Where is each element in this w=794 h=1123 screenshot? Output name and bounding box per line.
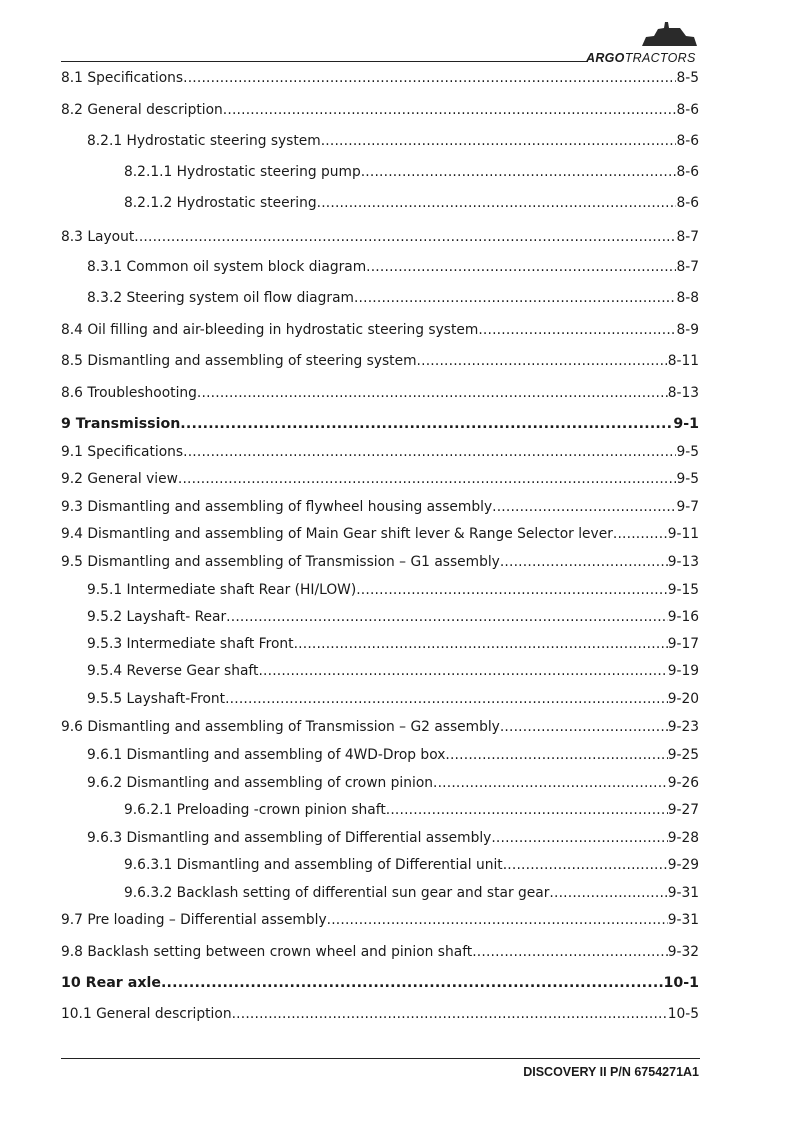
toc-entry-title: 8.2.1.1 Hydrostatic steering pump [124, 164, 361, 180]
toc-dot-leader [366, 257, 676, 277]
toc-entry-title: 8.5 Dismantling and assembling of steering system [61, 353, 417, 369]
toc-entry-page: 9-15 [667, 582, 699, 598]
toc-entry-page: 10-5 [667, 1006, 699, 1022]
toc-entry-title: 9.4 Dismantling and assembling of Main Gear shift lever & Range Selector lever [61, 526, 613, 542]
tractor-icon [640, 20, 700, 48]
toc-dot-leader [433, 773, 668, 793]
toc-entry[interactable] [0, 469, 794, 491]
toc-entry-page: 9-32 [667, 944, 699, 960]
toc-dot-leader [491, 828, 667, 848]
toc-entry-page: 9-7 [676, 499, 699, 515]
toc-entry-page: 9-29 [667, 857, 699, 873]
toc-dot-leader [223, 100, 677, 120]
toc-entry[interactable] [0, 910, 794, 932]
toc-entry-title: 9.5.3 Intermediate shaft Front [87, 636, 294, 652]
toc-entry[interactable] [0, 131, 794, 153]
toc-dot-leader [294, 634, 668, 654]
toc-entry-title: 9.6.2 Dismantling and assembling of crown pinion [87, 775, 433, 791]
toc-entry-page: 9-20 [667, 691, 699, 707]
brand-name [586, 51, 696, 65]
toc-entry[interactable] [0, 717, 794, 739]
toc-entry-title: 9.3 Dismantling and assembling of flywheel housing assembly [61, 499, 493, 515]
toc-entry-title: 8.3 Layout [61, 229, 135, 245]
toc-entry-title: 9.6.3.2 Backlash setting of differential sun gear and star gear [124, 885, 550, 901]
toc-entry[interactable] [0, 442, 794, 464]
toc-entry-title: 9.6.3.1 Dismantling and assembling of Differential unit [124, 857, 503, 873]
brand-logo [584, 20, 704, 66]
toc-entry[interactable] [0, 1004, 794, 1026]
toc-entry-page: 8-11 [667, 353, 699, 369]
toc-entry-page: 10-1 [663, 975, 699, 991]
toc-entry-page: 9-11 [667, 526, 699, 542]
toc-dot-leader [180, 414, 673, 434]
toc-entry-title: 8.4 Oil filling and air-bleeding in hydrostatic steering system [61, 322, 479, 338]
toc-entry-page: 9-28 [667, 830, 699, 846]
toc-entry-title: 9.6.1 Dismantling and assembling of 4WD-Drop box [87, 747, 446, 763]
toc-entry-title: 8.1 Specifications [61, 70, 184, 86]
toc-entry-title: 9 Transmission [61, 416, 181, 432]
toc-entry-page: 8-7 [676, 229, 699, 245]
toc-entry-page: 9-1 [673, 416, 699, 432]
toc-entry[interactable] [0, 580, 794, 602]
toc-entry[interactable] [0, 883, 794, 905]
toc-dot-leader [134, 227, 676, 247]
toc-entry-title: 9.5.2 Layshaft- Rear [87, 609, 227, 625]
toc-dot-leader [161, 973, 664, 993]
toc-entry[interactable] [0, 162, 794, 184]
toc-dot-leader [361, 162, 677, 182]
toc-entry[interactable] [0, 351, 794, 373]
toc-entry-page: 9-31 [667, 885, 699, 901]
toc-entry[interactable] [0, 227, 794, 249]
toc-dot-leader [356, 580, 667, 600]
toc-entry[interactable] [0, 100, 794, 122]
toc-entry[interactable] [0, 383, 794, 405]
toc-entry[interactable] [0, 552, 794, 574]
toc-entry-title: 8.2.1.2 Hydrostatic steering [124, 195, 317, 211]
toc-entry[interactable] [0, 68, 794, 90]
toc-entry-title: 8.3.2 Steering system oil flow diagram [87, 290, 354, 306]
toc-entry-page: 8-5 [676, 70, 699, 86]
toc-entry[interactable] [0, 524, 794, 546]
toc-entry-page: 8-6 [676, 133, 699, 149]
toc-dot-leader [549, 883, 667, 903]
toc-entry[interactable] [0, 689, 794, 711]
toc-entry-title: 9.6 Dismantling and assembling of Transmission – G2 assembly [61, 719, 500, 735]
toc-entry-title: 9.2 General view [61, 471, 178, 487]
header-rule [61, 61, 588, 62]
toc-dot-leader [354, 288, 676, 308]
toc-entry[interactable] [0, 855, 794, 877]
toc-entry-title: 9.8 Backlash setting between crown wheel and pinion shaft [61, 944, 473, 960]
toc-dot-leader [386, 800, 668, 820]
toc-entry-page: 9-16 [667, 609, 699, 625]
toc-entry-title: 9.1 Specifications [61, 444, 184, 460]
toc-entry-page: 9-19 [667, 663, 699, 679]
toc-dot-leader [317, 193, 677, 213]
toc-entry-title: 10.1 General description [61, 1006, 232, 1022]
toc-entry-page: 9-17 [667, 636, 699, 652]
toc-entry[interactable] [0, 607, 794, 629]
toc-entry-title: 9.6.3 Dismantling and assembling of Differential assembly [87, 830, 492, 846]
toc-entry-page: 9-5 [676, 444, 699, 460]
toc-entry-title: 9.7 Pre loading – Differential assembly [61, 912, 327, 928]
toc-dot-leader [321, 131, 677, 151]
toc-dot-leader [226, 607, 668, 627]
toc-entry[interactable] [0, 828, 794, 850]
toc-entry[interactable] [0, 661, 794, 683]
toc-dot-leader [178, 469, 677, 489]
toc-entry-title: 10 Rear axle [61, 975, 161, 991]
toc-entry[interactable] [0, 773, 794, 795]
toc-dot-leader [197, 383, 668, 403]
toc-entry-page: 8-8 [676, 290, 699, 306]
toc-entry[interactable] [0, 800, 794, 822]
toc-entry[interactable] [0, 497, 794, 519]
toc-entry-page: 8-9 [676, 322, 699, 338]
toc-entry-title: 9.6.2.1 Preloading -crown pinion shaft [124, 802, 386, 818]
toc-entry-title: 8.3.1 Common oil system block diagram [87, 259, 367, 275]
toc-entry-page: 9-5 [676, 471, 699, 487]
toc-dot-leader [183, 68, 676, 88]
toc-entry[interactable] [0, 634, 794, 656]
toc-dot-leader [225, 689, 668, 709]
toc-entry-title: 9.5 Dismantling and assembling of Transmission – G1 assembly [61, 554, 500, 570]
toc-entry-page: 8-6 [676, 102, 699, 118]
toc-dot-leader [417, 351, 668, 371]
toc-dot-leader [327, 910, 668, 930]
toc-dot-leader [183, 442, 676, 462]
toc-dot-leader [500, 552, 668, 572]
toc-entry[interactable] [0, 320, 794, 342]
toc-entry-title: 8.2 General description [61, 102, 223, 118]
toc-dot-leader [258, 661, 667, 681]
toc-entry[interactable] [0, 288, 794, 310]
footer-document-id: DISCOVERY II P/N 6754271A1 [523, 1065, 699, 1079]
toc-dot-leader [492, 497, 676, 517]
toc-dot-leader [232, 1004, 668, 1024]
toc-entry-page: 9-26 [667, 775, 699, 791]
toc-entry-title: 8.2.1 Hydrostatic steering system [87, 133, 321, 149]
toc-entry[interactable] [0, 942, 794, 964]
toc-dot-leader [445, 745, 667, 765]
toc-entry[interactable] [0, 973, 794, 995]
toc-entry-page: 9-27 [667, 802, 699, 818]
toc-entry-page: 8-7 [676, 259, 699, 275]
brand-name-rest: TRACTORS [624, 51, 696, 65]
toc-dot-leader [613, 524, 668, 544]
toc-entry-page: 8-13 [667, 385, 699, 401]
toc-entry[interactable] [0, 257, 794, 279]
toc-entry-title: 9.5.4 Reverse Gear shaft [87, 663, 259, 679]
toc-entry-page: 8-6 [676, 164, 699, 180]
footer-rule [61, 1058, 700, 1059]
toc-dot-leader [478, 320, 676, 340]
toc-entry-page: 9-25 [667, 747, 699, 763]
toc-entry-title: 8.6 Troubleshooting [61, 385, 197, 401]
toc-entry-page: 9-13 [667, 554, 699, 570]
toc-entry-page: 9-31 [667, 912, 699, 928]
toc-entry[interactable] [0, 193, 794, 215]
toc-entry-page: 9-23 [667, 719, 699, 735]
toc-dot-leader [472, 942, 667, 962]
brand-name-bold: ARGO [586, 51, 625, 65]
toc-entry-title: 9.5.1 Intermediate shaft Rear (HI/LOW) [87, 582, 357, 598]
toc-entry[interactable] [0, 745, 794, 767]
toc-entry-title: 9.5.5 Layshaft-Front [87, 691, 226, 707]
toc-dot-leader [503, 855, 668, 875]
toc-dot-leader [500, 717, 668, 737]
toc-entry[interactable] [0, 414, 794, 436]
toc-entry-page: 8-6 [676, 195, 699, 211]
